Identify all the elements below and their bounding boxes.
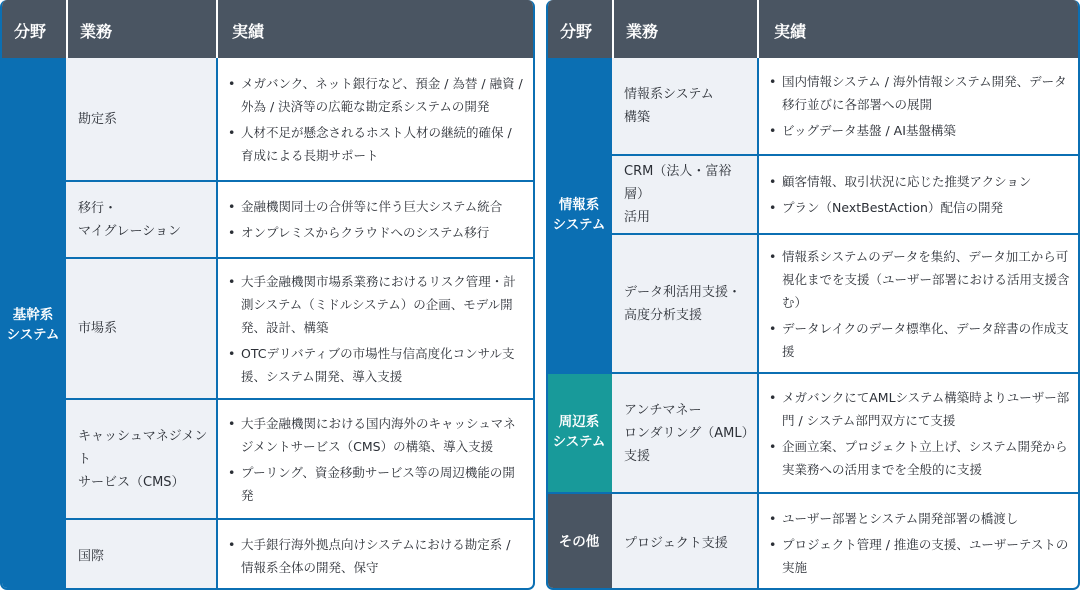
category-other: その他 — [546, 492, 612, 590]
list-item: • 金融機関同士の合併等に伴う巨大システム統合 — [228, 195, 525, 218]
table-row — [66, 520, 535, 590]
header-results: 実績 — [232, 22, 265, 41]
list-item: • プロジェクト管理 / 推進の支援、ユーザーテストの実施 — [769, 533, 1070, 579]
list-item: • プーリング、資金移動サービス等の周辺機能の開発 — [228, 461, 525, 507]
list-item: • メガバンクにてAMLシステム構築時よりユーザー部門 / システム部門双方にて支援 — [769, 386, 1070, 432]
header-results: 実績 — [774, 22, 807, 41]
task-cell: 勘定系 — [66, 58, 216, 180]
list-item: • 大手銀行海外拠点向けシステムにおける勘定系 / 情報系全体の開発、保守 — [228, 533, 525, 579]
list-item: • データレイクのデータ標準化、データ辞書の作成支援 — [769, 317, 1070, 363]
table-row — [612, 374, 1080, 492]
table-row — [66, 259, 535, 398]
list-item: • ユーザー部署とシステム開発部署の橋渡し — [769, 507, 1070, 530]
results-cell — [757, 494, 1080, 590]
header-task: 業務 — [80, 22, 113, 41]
task-cell: プロジェクト支援 — [612, 494, 757, 590]
list-item: • プラン（NextBestAction）配信の開発 — [769, 196, 1070, 219]
task-cell: 国際 — [66, 520, 216, 590]
task-cell: 情報系システム 構築 — [612, 58, 757, 154]
list-item: • 大手金融機関市場系業務におけるリスク管理・計測システム（ミドルシステム）の企画、モデル開発、設計、構築 — [228, 270, 525, 339]
table-header — [546, 0, 1080, 58]
results-cell — [757, 156, 1080, 233]
header-task: 業務 — [626, 22, 659, 41]
right-table — [546, 0, 1080, 590]
task-cell: 市場系 — [66, 259, 216, 398]
results-cell — [216, 259, 535, 398]
list-item: • 情報系システムのデータを集約、データ加工から可視化までを支援（ユーザー部署における活用支援含む） — [769, 245, 1070, 314]
results-cell — [216, 58, 535, 180]
task-cell: 移行・ マイグレーション — [66, 182, 216, 257]
category-peripheral-systems: 周辺系 システム — [546, 372, 612, 492]
table-row — [66, 58, 535, 180]
list-item: • 大手金融機関における国内海外のキャッシュマネジメントサービス（CMS）の構築、導入支援 — [228, 412, 525, 458]
list-item: • 顧客情報、取引状況に応じた推奨アクション — [769, 170, 1070, 193]
results-cell — [216, 400, 535, 518]
table-row — [612, 58, 1080, 154]
results-cell — [216, 182, 535, 257]
table-row — [612, 156, 1080, 233]
list-item: • 人材不足が懸念されるホスト人材の継続的確保 / 育成による長期サポート — [228, 121, 525, 167]
results-cell — [757, 58, 1080, 154]
task-cell: アンチマネー ロンダリング（AML） 支援 — [612, 374, 757, 492]
list-item: • 国内情報システム / 海外情報システム開発、データ移行並びに各部署への展開 — [769, 70, 1070, 116]
results-cell — [757, 235, 1080, 372]
table-header — [0, 0, 535, 58]
list-item: • ビッグデータ基盤 / AI基盤構築 — [769, 119, 1070, 142]
results-cell — [757, 374, 1080, 492]
category-info-systems: 情報系 システム — [546, 58, 612, 372]
left-table — [0, 0, 535, 590]
category-core-systems: 基幹系 システム — [0, 58, 66, 590]
table-row — [66, 182, 535, 257]
results-cell — [216, 520, 535, 590]
table-row — [612, 494, 1080, 590]
table-row — [66, 400, 535, 518]
list-item: • オンプレミスからクラウドへのシステム移行 — [228, 221, 525, 244]
header-field: 分野 — [560, 22, 593, 41]
table-row — [612, 235, 1080, 372]
header-field: 分野 — [14, 22, 47, 41]
task-cell: CRM（法人・富裕層） 活用 — [612, 156, 757, 233]
task-cell: キャッシュマネジメント サービス（CMS） — [66, 400, 216, 518]
task-cell: データ利活用支援・ 高度分析支援 — [612, 235, 757, 372]
list-item: • メガバンク、ネット銀行など、預金 / 為替 / 融資 / 外為 / 決済等の広範な勘定系システムの開発 — [228, 72, 525, 118]
list-item: • 企画立案、プロジェクト立上げ、システム開発から実業務への活用までを全般的に支援 — [769, 435, 1070, 481]
list-item: • OTCデリバティブの市場性与信高度化コンサル支援、システム開発、導入支援 — [228, 342, 525, 388]
